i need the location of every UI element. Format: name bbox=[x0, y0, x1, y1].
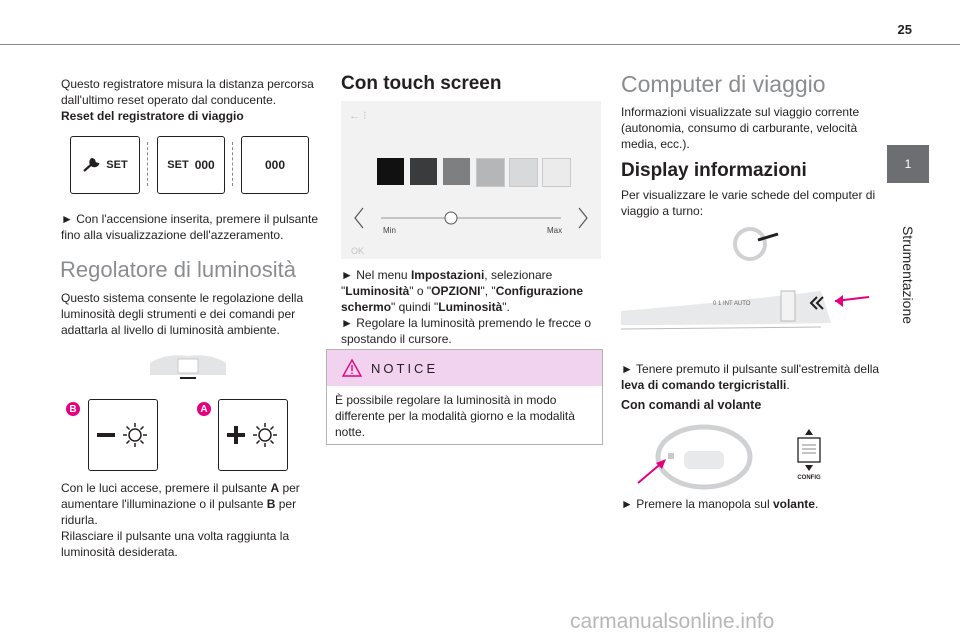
text-bold: A bbox=[270, 481, 280, 495]
arrow-icon: ► bbox=[621, 497, 633, 511]
touchscreen-title: Con touch screen bbox=[341, 73, 502, 94]
ok-label: OK bbox=[351, 246, 365, 256]
trip-computer-title: Computer di viaggio bbox=[621, 71, 826, 97]
text-bold: B bbox=[266, 497, 276, 511]
steering-wheel-illustration bbox=[634, 423, 754, 491]
dashboard-switch-illustration bbox=[146, 353, 230, 381]
arrow-icon: ► bbox=[621, 362, 633, 376]
back-icon: ← ⁝ bbox=[349, 110, 367, 122]
text: Tenere premuto il pulsante sull'estremità della bbox=[636, 362, 880, 376]
text: , selezionare " bbox=[341, 268, 553, 298]
chapter-title bbox=[885, 215, 931, 335]
notice-title: NOTICE bbox=[371, 360, 439, 376]
color-swatch bbox=[542, 158, 571, 187]
separator bbox=[147, 142, 149, 186]
set-button-illustration bbox=[70, 136, 140, 194]
svg-text:0 1 INT AUTO: 0 1 INT AUTO bbox=[713, 301, 751, 307]
label-b: B bbox=[66, 402, 80, 416]
wiper-stalk-illustration bbox=[621, 283, 876, 343]
steering-wheel-icon bbox=[730, 226, 780, 262]
step1 bbox=[341, 267, 603, 315]
text-bold: Luminosità bbox=[345, 284, 410, 298]
color-swatch bbox=[410, 158, 437, 185]
step1-text: Con l'accensione inserita, premere il pulsante fino alla visualizzazione dell'azzeramento. bbox=[61, 212, 318, 242]
minus-icon bbox=[97, 433, 115, 437]
chevron-left-icon bbox=[355, 208, 363, 228]
text-bold: Configurazione schermo bbox=[341, 284, 584, 314]
text: Con le luci accese, premere il pulsante bbox=[61, 481, 271, 495]
wrench-icon bbox=[82, 157, 102, 173]
arrow-icon: ► bbox=[341, 268, 353, 282]
config-label: CONFIG bbox=[797, 475, 821, 481]
display-info-text: Per visualizzare le varie schede del computer di viaggio a turno: bbox=[621, 188, 876, 218]
text: Nel menu bbox=[356, 268, 411, 282]
reset-heading: Reset del registratore di viaggio bbox=[61, 109, 244, 123]
col2-steps bbox=[341, 267, 603, 347]
text: " quindi " bbox=[391, 300, 439, 314]
pink-arrow-icon bbox=[835, 295, 843, 307]
text-bold: Impostazioni bbox=[410, 268, 485, 282]
col3-step2 bbox=[621, 496, 885, 512]
text-bold: OPZIONI bbox=[431, 284, 481, 298]
header-rule bbox=[0, 44, 960, 45]
text: " o " bbox=[409, 284, 432, 298]
separator bbox=[232, 142, 234, 186]
label-a: A bbox=[197, 402, 211, 416]
display-info-title: Display informazioni bbox=[621, 160, 807, 181]
chevron-right-icon bbox=[579, 208, 587, 228]
notice-text: È possibile regolare la luminosità in modo differente per la modalità giorno e la modalità notte. bbox=[335, 393, 575, 439]
col1-para2 bbox=[61, 480, 323, 560]
min-label: Min bbox=[383, 226, 396, 235]
arrow-icon: ► bbox=[61, 212, 73, 226]
text-bold: volante bbox=[772, 497, 815, 511]
col1-intro bbox=[61, 76, 321, 124]
text: . bbox=[786, 378, 790, 392]
chapter-title-text: Strumentazione bbox=[900, 225, 916, 325]
up-arrow-icon bbox=[805, 429, 813, 435]
max-label: Max bbox=[547, 226, 563, 235]
slider-handle bbox=[445, 212, 457, 224]
chapter-tab[interactable]: 1 bbox=[887, 145, 929, 183]
color-swatch bbox=[443, 158, 470, 185]
col3-step1 bbox=[621, 361, 885, 393]
text-bold: leva di comando tergicristalli bbox=[621, 378, 787, 392]
color-swatch bbox=[509, 158, 538, 187]
sun-icon bbox=[253, 423, 277, 447]
luminosity-title: Regolatore di luminosità bbox=[60, 257, 297, 282]
down-arrow-icon bbox=[805, 465, 813, 471]
notice-box bbox=[326, 349, 603, 445]
step2 bbox=[341, 315, 603, 347]
text: . bbox=[814, 497, 819, 511]
text-bold: Luminosità bbox=[438, 300, 503, 314]
col1-step1 bbox=[61, 211, 323, 243]
set-000-button-illustration bbox=[157, 136, 225, 194]
set-label: SET bbox=[106, 159, 128, 171]
warning-icon bbox=[341, 358, 363, 378]
touchscreen-illustration bbox=[341, 101, 601, 259]
set-label: SET bbox=[167, 159, 189, 171]
text: per aumentare l'illuminazione o il pulsante bbox=[61, 481, 300, 511]
trip-computer-intro: Informazioni visualizzate sul viaggio corrente (autonomia, consumo di carburante, velocità media, ecc.). bbox=[621, 105, 860, 151]
text: Regolare la luminosità premendo le frecce o spostando il cursore. bbox=[341, 316, 592, 346]
sun-icon bbox=[123, 423, 147, 447]
text: per ridurla. bbox=[61, 497, 297, 527]
brighten-button-illustration bbox=[218, 399, 288, 471]
intro-text: Questo registratore misura la distanza percorsa dall'ultimo reset operato dal conducente. bbox=[61, 77, 314, 107]
luminosity-intro: Questo sistema consente le regolazione della luminosità degli strumenti e dei comandi per adattarla al livello di luminosità ambiente. bbox=[61, 291, 304, 337]
color-swatch bbox=[476, 158, 505, 187]
plus-icon bbox=[227, 426, 245, 444]
notice-header bbox=[327, 350, 602, 386]
text: ", " bbox=[480, 284, 496, 298]
config-knob-illustration bbox=[794, 427, 824, 479]
dim-button-illustration bbox=[88, 399, 158, 471]
counter-label: 000 bbox=[194, 158, 215, 172]
text: ". bbox=[502, 300, 510, 314]
steering-controls-heading: Con comandi al volante bbox=[621, 398, 762, 412]
watermark[interactable]: carmanualsonline.info bbox=[570, 610, 775, 633]
release-text: Rilasciare il pulsante una volta raggiunta la luminosità desiderata. bbox=[61, 529, 290, 559]
counter-label: 000 bbox=[264, 158, 286, 172]
page-number: 25 bbox=[897, 22, 912, 37]
zero-display-illustration bbox=[241, 136, 309, 194]
color-swatch bbox=[377, 158, 404, 185]
arrow-icon: ► bbox=[341, 316, 353, 330]
text: Premere la manopola sul bbox=[636, 497, 773, 511]
